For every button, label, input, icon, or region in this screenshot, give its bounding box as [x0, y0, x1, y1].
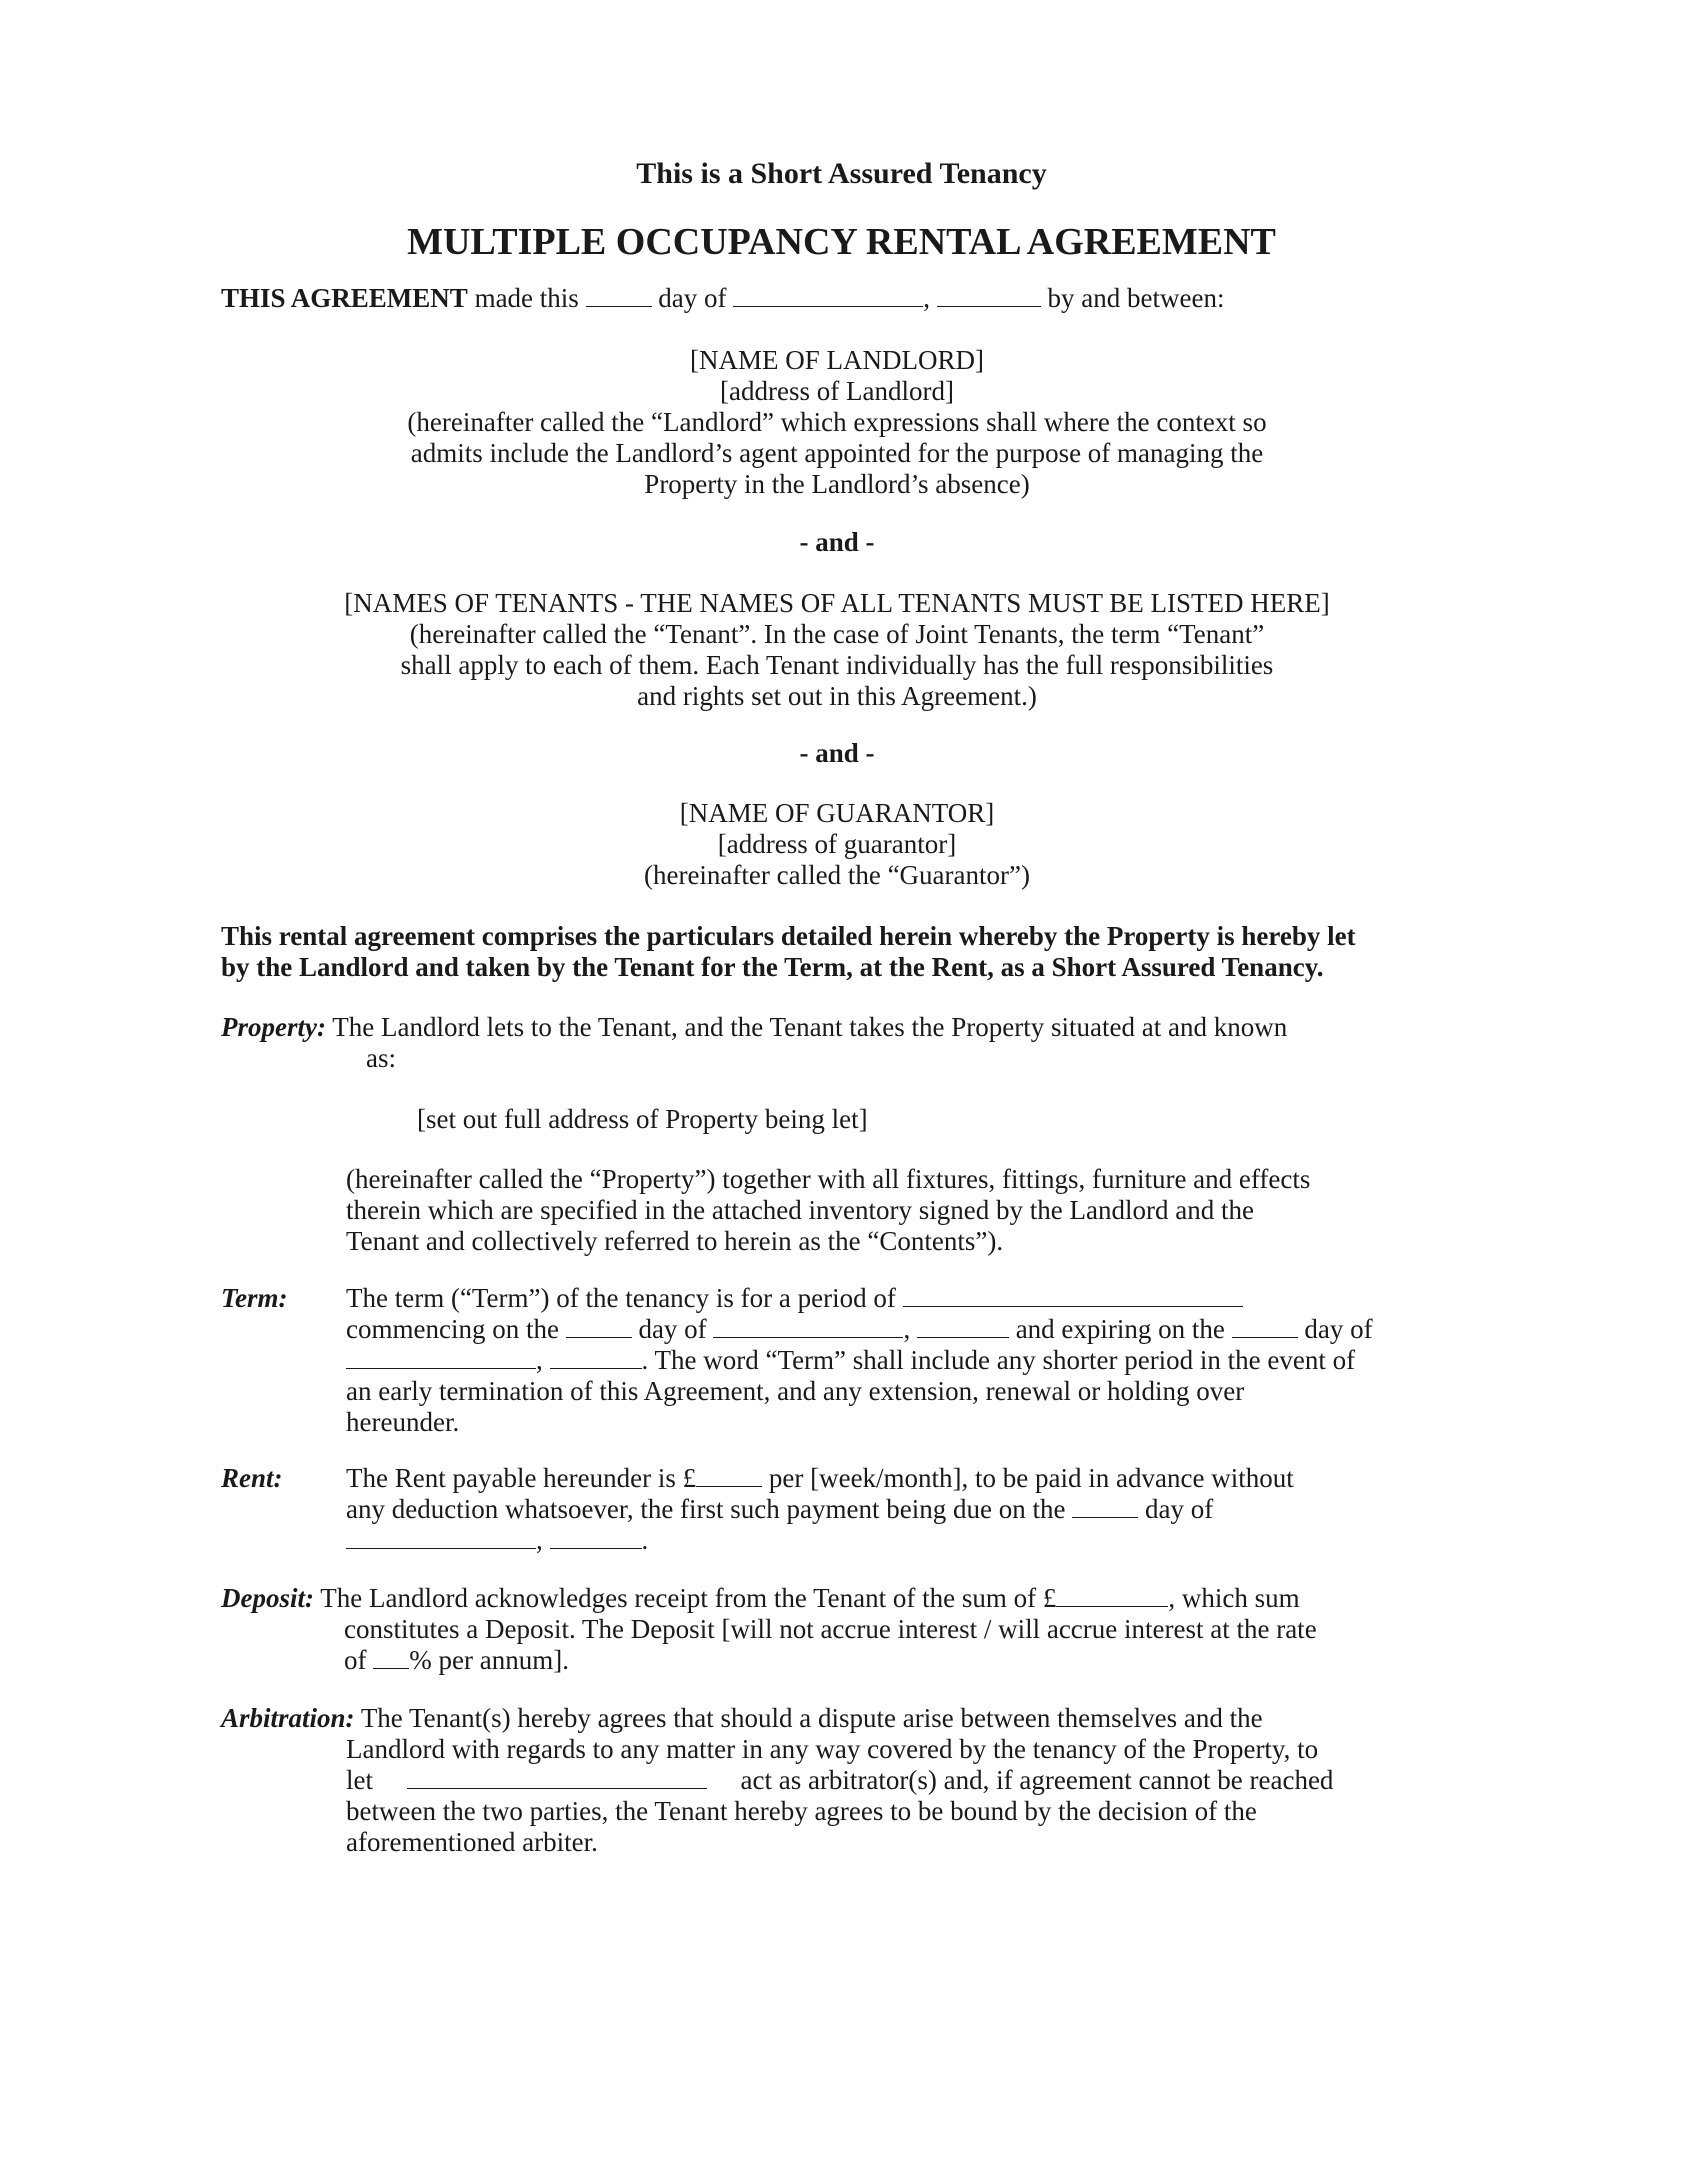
- document-title: This is a Short Assured Tenancy: [636, 157, 1047, 190]
- intro-lead: THIS AGREEMENT: [221, 283, 468, 313]
- rent-text: per [week/month], to be paid in advance without: [768, 1463, 1294, 1493]
- rent-amount-blank[interactable]: [696, 1464, 762, 1487]
- landlord-address: [address of Landlord]: [720, 376, 954, 406]
- first-payment-day-blank[interactable]: [1072, 1495, 1138, 1518]
- arbitration-text: Landlord with regards to any matter in any way covered by the tenancy of the Property, to: [346, 1734, 1319, 1764]
- term-text: day of: [1304, 1314, 1373, 1344]
- arbitration-text: aforementioned arbiter.: [346, 1827, 598, 1857]
- tenant-definition-line: and rights set out in this Agreement.): [637, 681, 1037, 711]
- intro-by-and-between: by and between:: [1047, 283, 1225, 313]
- guarantor-address: [address of guarantor]: [717, 829, 957, 859]
- arbitration-label: Arbitration:: [221, 1703, 355, 1733]
- arbitration-text: let: [346, 1765, 373, 1795]
- rent-text: The Rent payable hereunder is £: [346, 1463, 697, 1493]
- rent-section: [221, 1463, 1453, 1556]
- property-text: The Landlord lets to the Tenant, and the Tenant takes the Property situated at and known: [332, 1012, 1288, 1042]
- property-text: as:: [366, 1043, 396, 1073]
- deposit-text: % per annum].: [409, 1645, 569, 1675]
- rent-text: any deduction whatsoever, the first such payment being due on the: [346, 1494, 1066, 1524]
- and-separator: - and -: [799, 738, 875, 768]
- guarantor-name: [NAME OF GUARANTOR]: [679, 798, 995, 828]
- arbitration-text: The Tenant(s) hereby agrees that should a dispute arise between themselves and the: [360, 1703, 1263, 1733]
- rent-text: day of: [1144, 1494, 1214, 1524]
- tenant-definition-line: (hereinafter called the “Tenant”. In the case of Joint Tenants, the term “Tenant”: [409, 619, 1265, 649]
- term-text: commencing on the: [346, 1314, 559, 1344]
- landlord-definition-line: admits include the Landlord’s agent appointed for the purpose of managing the: [410, 438, 1264, 468]
- agreement-summary: [221, 921, 1453, 983]
- agreement-intro-line: [221, 283, 1453, 314]
- guarantor-definition-line: (hereinafter called the “Guarantor”): [643, 860, 1030, 890]
- document-subtitle: MULTIPLE OCCUPANCY RENTAL AGREEMENT: [407, 221, 1276, 263]
- start-month-blank[interactable]: [713, 1315, 903, 1338]
- arbitration-text: between the two parties, the Tenant hereby agrees to be bound by the decision of the: [346, 1796, 1257, 1826]
- rent-text: .: [641, 1525, 649, 1555]
- arbitrator-blank[interactable]: [407, 1766, 707, 1789]
- day-blank[interactable]: [586, 284, 652, 307]
- intro-made-this: made this: [474, 283, 579, 313]
- term-label: Term:: [221, 1283, 288, 1313]
- arbitration-section: [221, 1703, 1453, 1858]
- term-text: . The word “Term” shall include any shorter period in the event of: [641, 1345, 1356, 1375]
- start-year-blank[interactable]: [917, 1315, 1009, 1338]
- guarantor-block: [221, 798, 1453, 891]
- property-contents-line: (hereinafter called the “Property”) together with all fixtures, fittings, furniture and effects: [346, 1164, 1311, 1194]
- property-section: [221, 1012, 1453, 1257]
- property-contents-line: therein which are specified in the attached inventory signed by the Landlord and the: [346, 1195, 1254, 1225]
- tenant-definition-line: shall apply to each of them. Each Tenant individually has the full responsibilities: [400, 650, 1274, 680]
- month-blank[interactable]: [733, 284, 923, 307]
- first-payment-year-blank[interactable]: [550, 1526, 642, 1549]
- end-day-blank[interactable]: [1232, 1315, 1298, 1338]
- deposit-text: The Landlord acknowledges receipt from the Tenant of the sum of £: [320, 1583, 1057, 1613]
- arbitration-text: act as arbitrator(s) and, if agreement cannot be reached: [740, 1765, 1334, 1795]
- summary-line: This rental agreement comprises the particulars detailed herein whereby the Property is hereby let: [221, 921, 1356, 951]
- interest-rate-blank[interactable]: [373, 1646, 409, 1669]
- deposit-text: of: [344, 1645, 367, 1675]
- deposit-section: [221, 1583, 1453, 1676]
- term-period-blank[interactable]: [903, 1284, 1243, 1307]
- landlord-definition-line: (hereinafter called the “Landlord” which expressions shall where the context so: [407, 407, 1267, 437]
- intro-day-of: day of: [658, 283, 727, 313]
- deposit-amount-blank[interactable]: [1056, 1584, 1168, 1607]
- landlord-block: [221, 345, 1453, 500]
- landlord-name: [NAME OF LANDLORD]: [690, 345, 984, 375]
- tenants-block: [221, 588, 1453, 712]
- term-text: day of: [638, 1314, 707, 1344]
- rent-label: Rent:: [221, 1463, 283, 1493]
- tenants-names: [NAMES OF TENANTS - THE NAMES OF ALL TENANTS MUST BE LISTED HERE]: [344, 588, 1330, 618]
- term-text: and expiring on the: [1015, 1314, 1225, 1344]
- property-address-placeholder: [set out full address of Property being let]: [417, 1104, 868, 1134]
- deposit-label: Deposit:: [221, 1583, 314, 1613]
- first-payment-month-blank[interactable]: [346, 1526, 536, 1549]
- deposit-text: constitutes a Deposit. The Deposit [will not accrue interest / will accrue interest at the rate: [344, 1614, 1317, 1644]
- summary-line: by the Landlord and taken by the Tenant for the Term, at the Rent, as a Short Assured Tenancy.: [221, 952, 1324, 982]
- and-separator: - and -: [799, 527, 875, 557]
- term-text: an early termination of this Agreement, and any extension, renewal or holding over: [346, 1376, 1245, 1406]
- term-text: hereunder.: [346, 1407, 460, 1437]
- start-day-blank[interactable]: [566, 1315, 632, 1338]
- property-contents-line: Tenant and collectively referred to herein as the “Contents”).: [346, 1226, 1004, 1256]
- comma: ,: [923, 283, 931, 313]
- year-blank[interactable]: [937, 284, 1041, 307]
- term-text: The term (“Term”) of the tenancy is for a period of: [346, 1283, 896, 1313]
- deposit-text: , which sum: [1168, 1583, 1300, 1613]
- end-month-blank[interactable]: [346, 1346, 536, 1369]
- landlord-definition-line: Property in the Landlord’s absence): [644, 469, 1030, 499]
- comma: ,: [536, 1525, 543, 1555]
- property-label: Property:: [221, 1012, 326, 1042]
- end-year-blank[interactable]: [550, 1346, 642, 1369]
- comma: ,: [536, 1345, 543, 1375]
- term-section: [221, 1283, 1453, 1438]
- comma: ,: [903, 1314, 911, 1344]
